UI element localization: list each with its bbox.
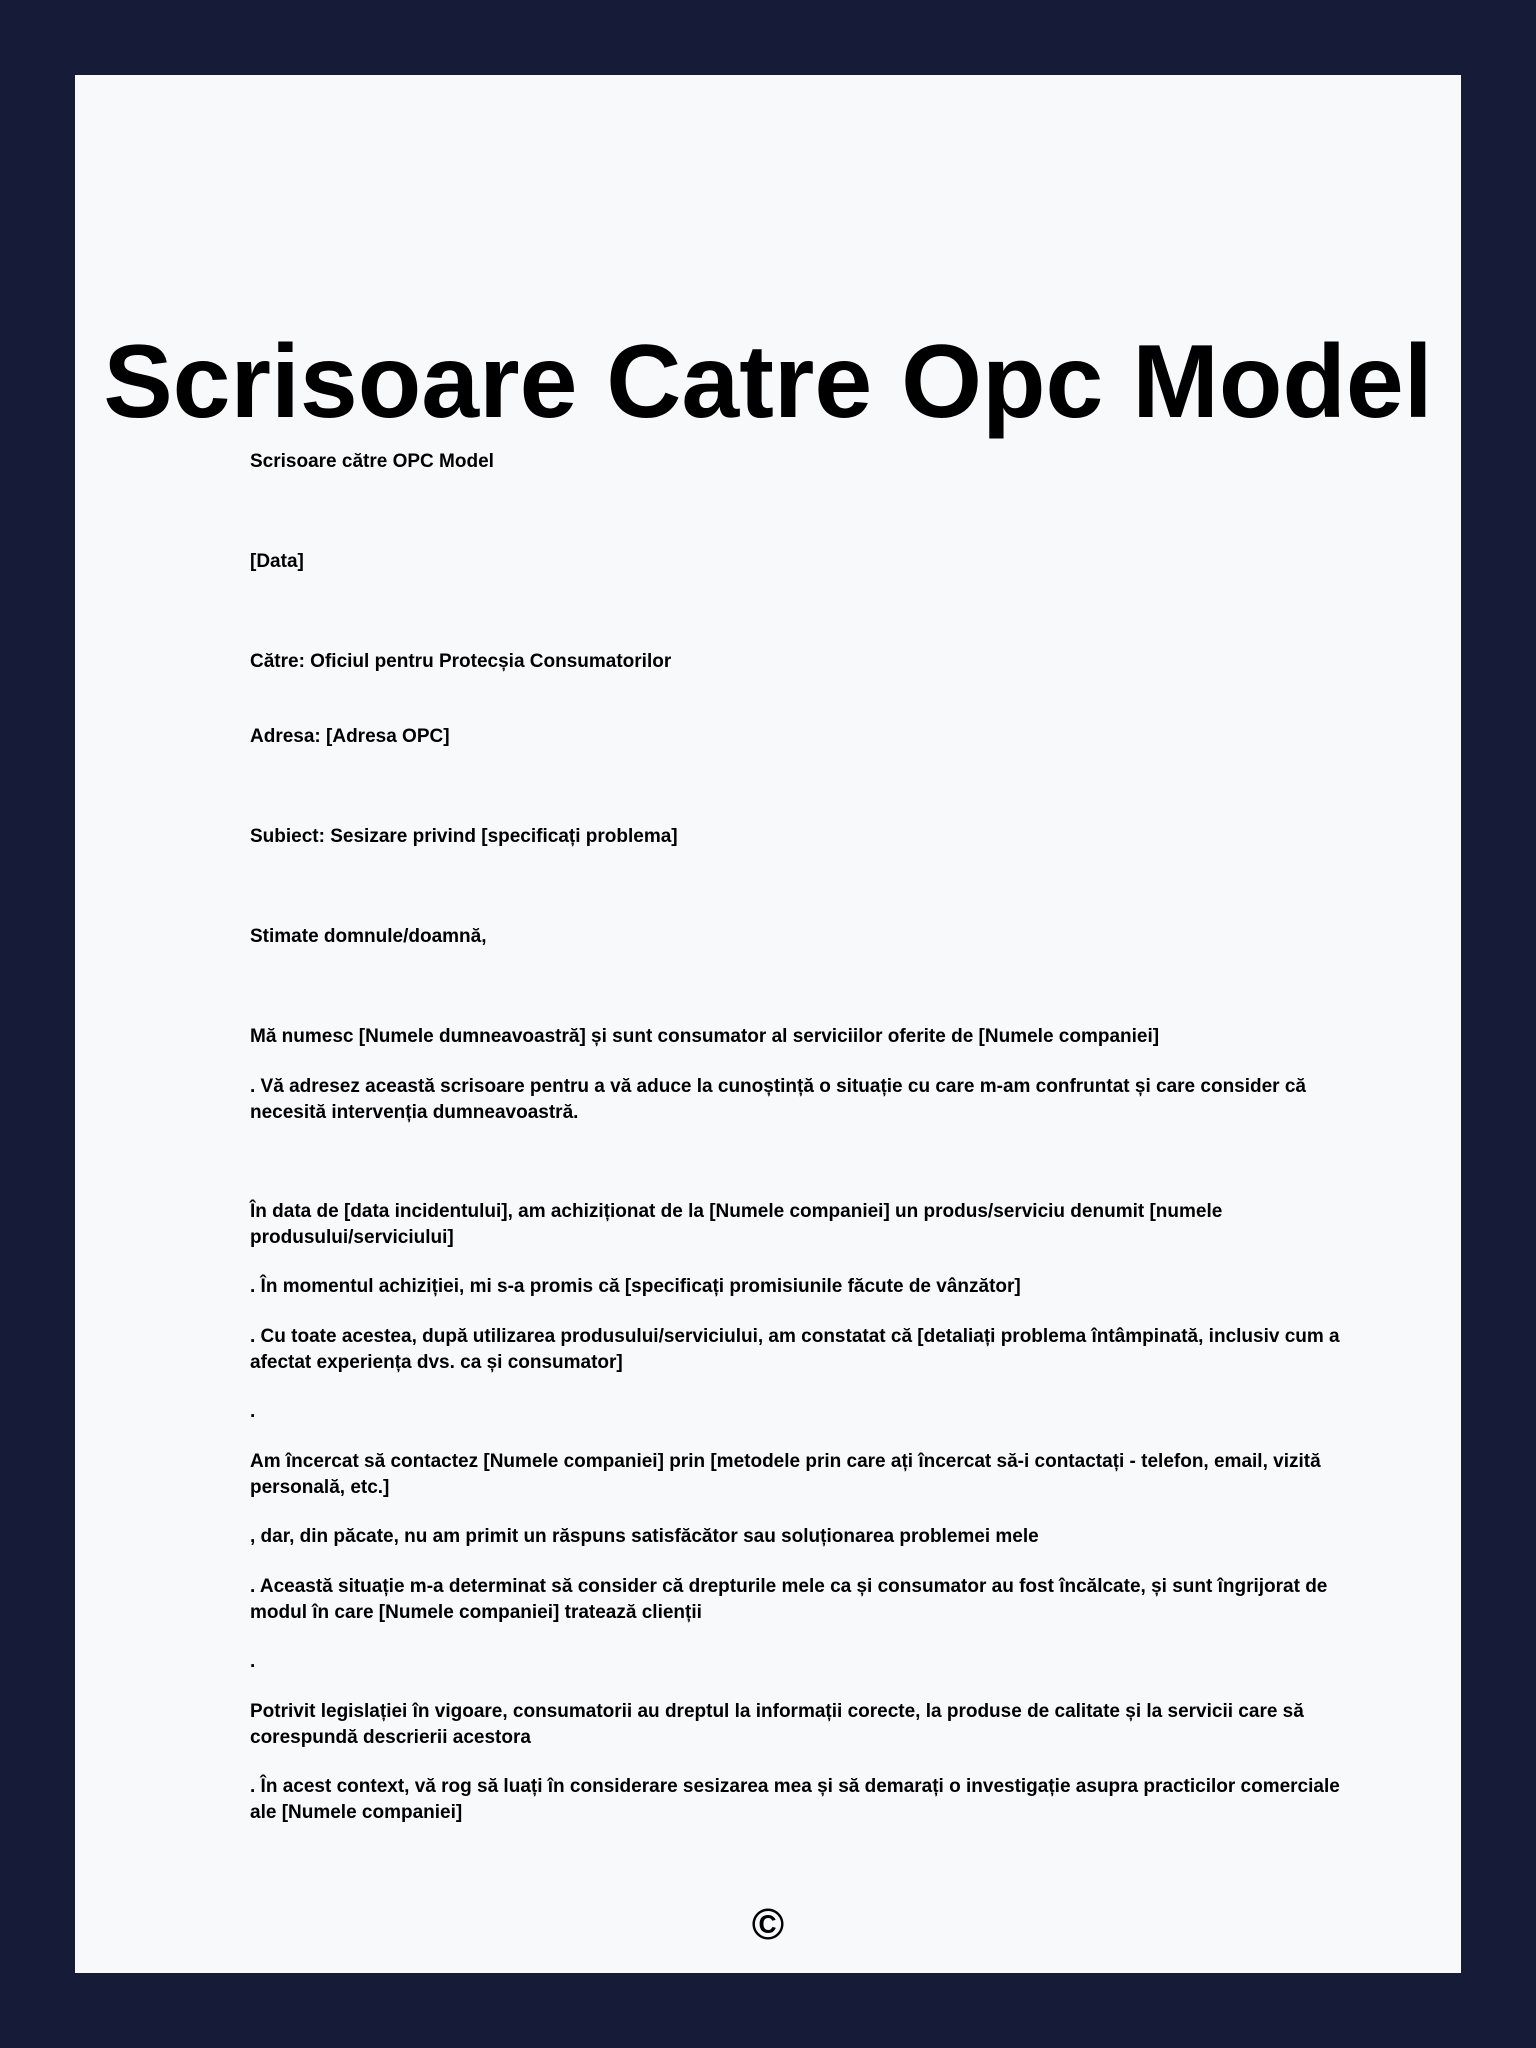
letter-greeting: Stimate domnule/doamnă,: [250, 926, 487, 947]
letter-date: [Data]: [250, 551, 304, 572]
letter-paragraph: . În acest context, vă rog să luați în considerare sesizarea mea și să demarați o investigație asupra practicilor comerciale ale [Numele companiei]: [250, 1776, 1340, 1823]
letter-paragraph: . Această situație m-a determinat să consider că drepturile mele ca și consumator au fost încălcate, și sunt îngrijorat de modul în care [Numele companiei] tratează clienții: [250, 1576, 1328, 1623]
letter-paragraph: .: [250, 1651, 256, 1672]
letter-paragraph: .: [250, 1401, 256, 1422]
letter-paragraph: Am încercat să contactez [Numele companiei] prin [metodele prin care ați încercat să-i contactați - telefon, email, vizită personală, etc.]: [250, 1451, 1321, 1498]
letter-paragraph: Potrivit legislației în vigoare, consumatorii au dreptul la informații corecte, la produse de calitate și la servicii care să corespundă descrierii acestora: [250, 1701, 1304, 1748]
letter-heading: Scrisoare către OPC Model: [250, 451, 494, 472]
copyright-icon: ©: [751, 1900, 785, 1949]
letter-paragraph: . În momentul achiziției, mi s-a promis că [specificați promisiunile făcute de vânzător]: [250, 1276, 1021, 1297]
letter-paragraph: , dar, din păcate, nu am primit un răspuns satisfăcător sau soluționarea problemei mele: [250, 1526, 1039, 1547]
letter-paragraph: În data de [data incidentului], am achiziționat de la [Numele companiei] un produs/serviciu denumit [numele produsului/serviciului]: [250, 1201, 1223, 1248]
document-page: [75, 75, 1461, 1973]
letter-paragraph: . Cu toate acestea, după utilizarea produsului/serviciului, am constatat că [detaliați problema întâmpinată, inclusiv cum a afectat experiența dvs. ca și consumator]: [250, 1326, 1340, 1373]
letter-paragraph: . Vă adresez această scrisoare pentru a vă aduce la cunoștință o situație cu care m-am confruntat și care consider că necesită intervenția dumneavoastră.: [250, 1076, 1306, 1123]
letter-subject: Subiect: Sesizare privind [specificați problema]: [250, 826, 678, 847]
letter-recipient: Către: Oficiul pentru Protecșia Consumatorilor: [250, 651, 672, 672]
page-title: Scrisoare Catre Opc Model: [103, 324, 1433, 440]
letter-address: Adresa: [Adresa OPC]: [250, 726, 450, 747]
letter-paragraph: Mă numesc [Numele dumneavoastră] și sunt consumator al serviciilor oferite de [Numele companiei]: [250, 1026, 1160, 1047]
